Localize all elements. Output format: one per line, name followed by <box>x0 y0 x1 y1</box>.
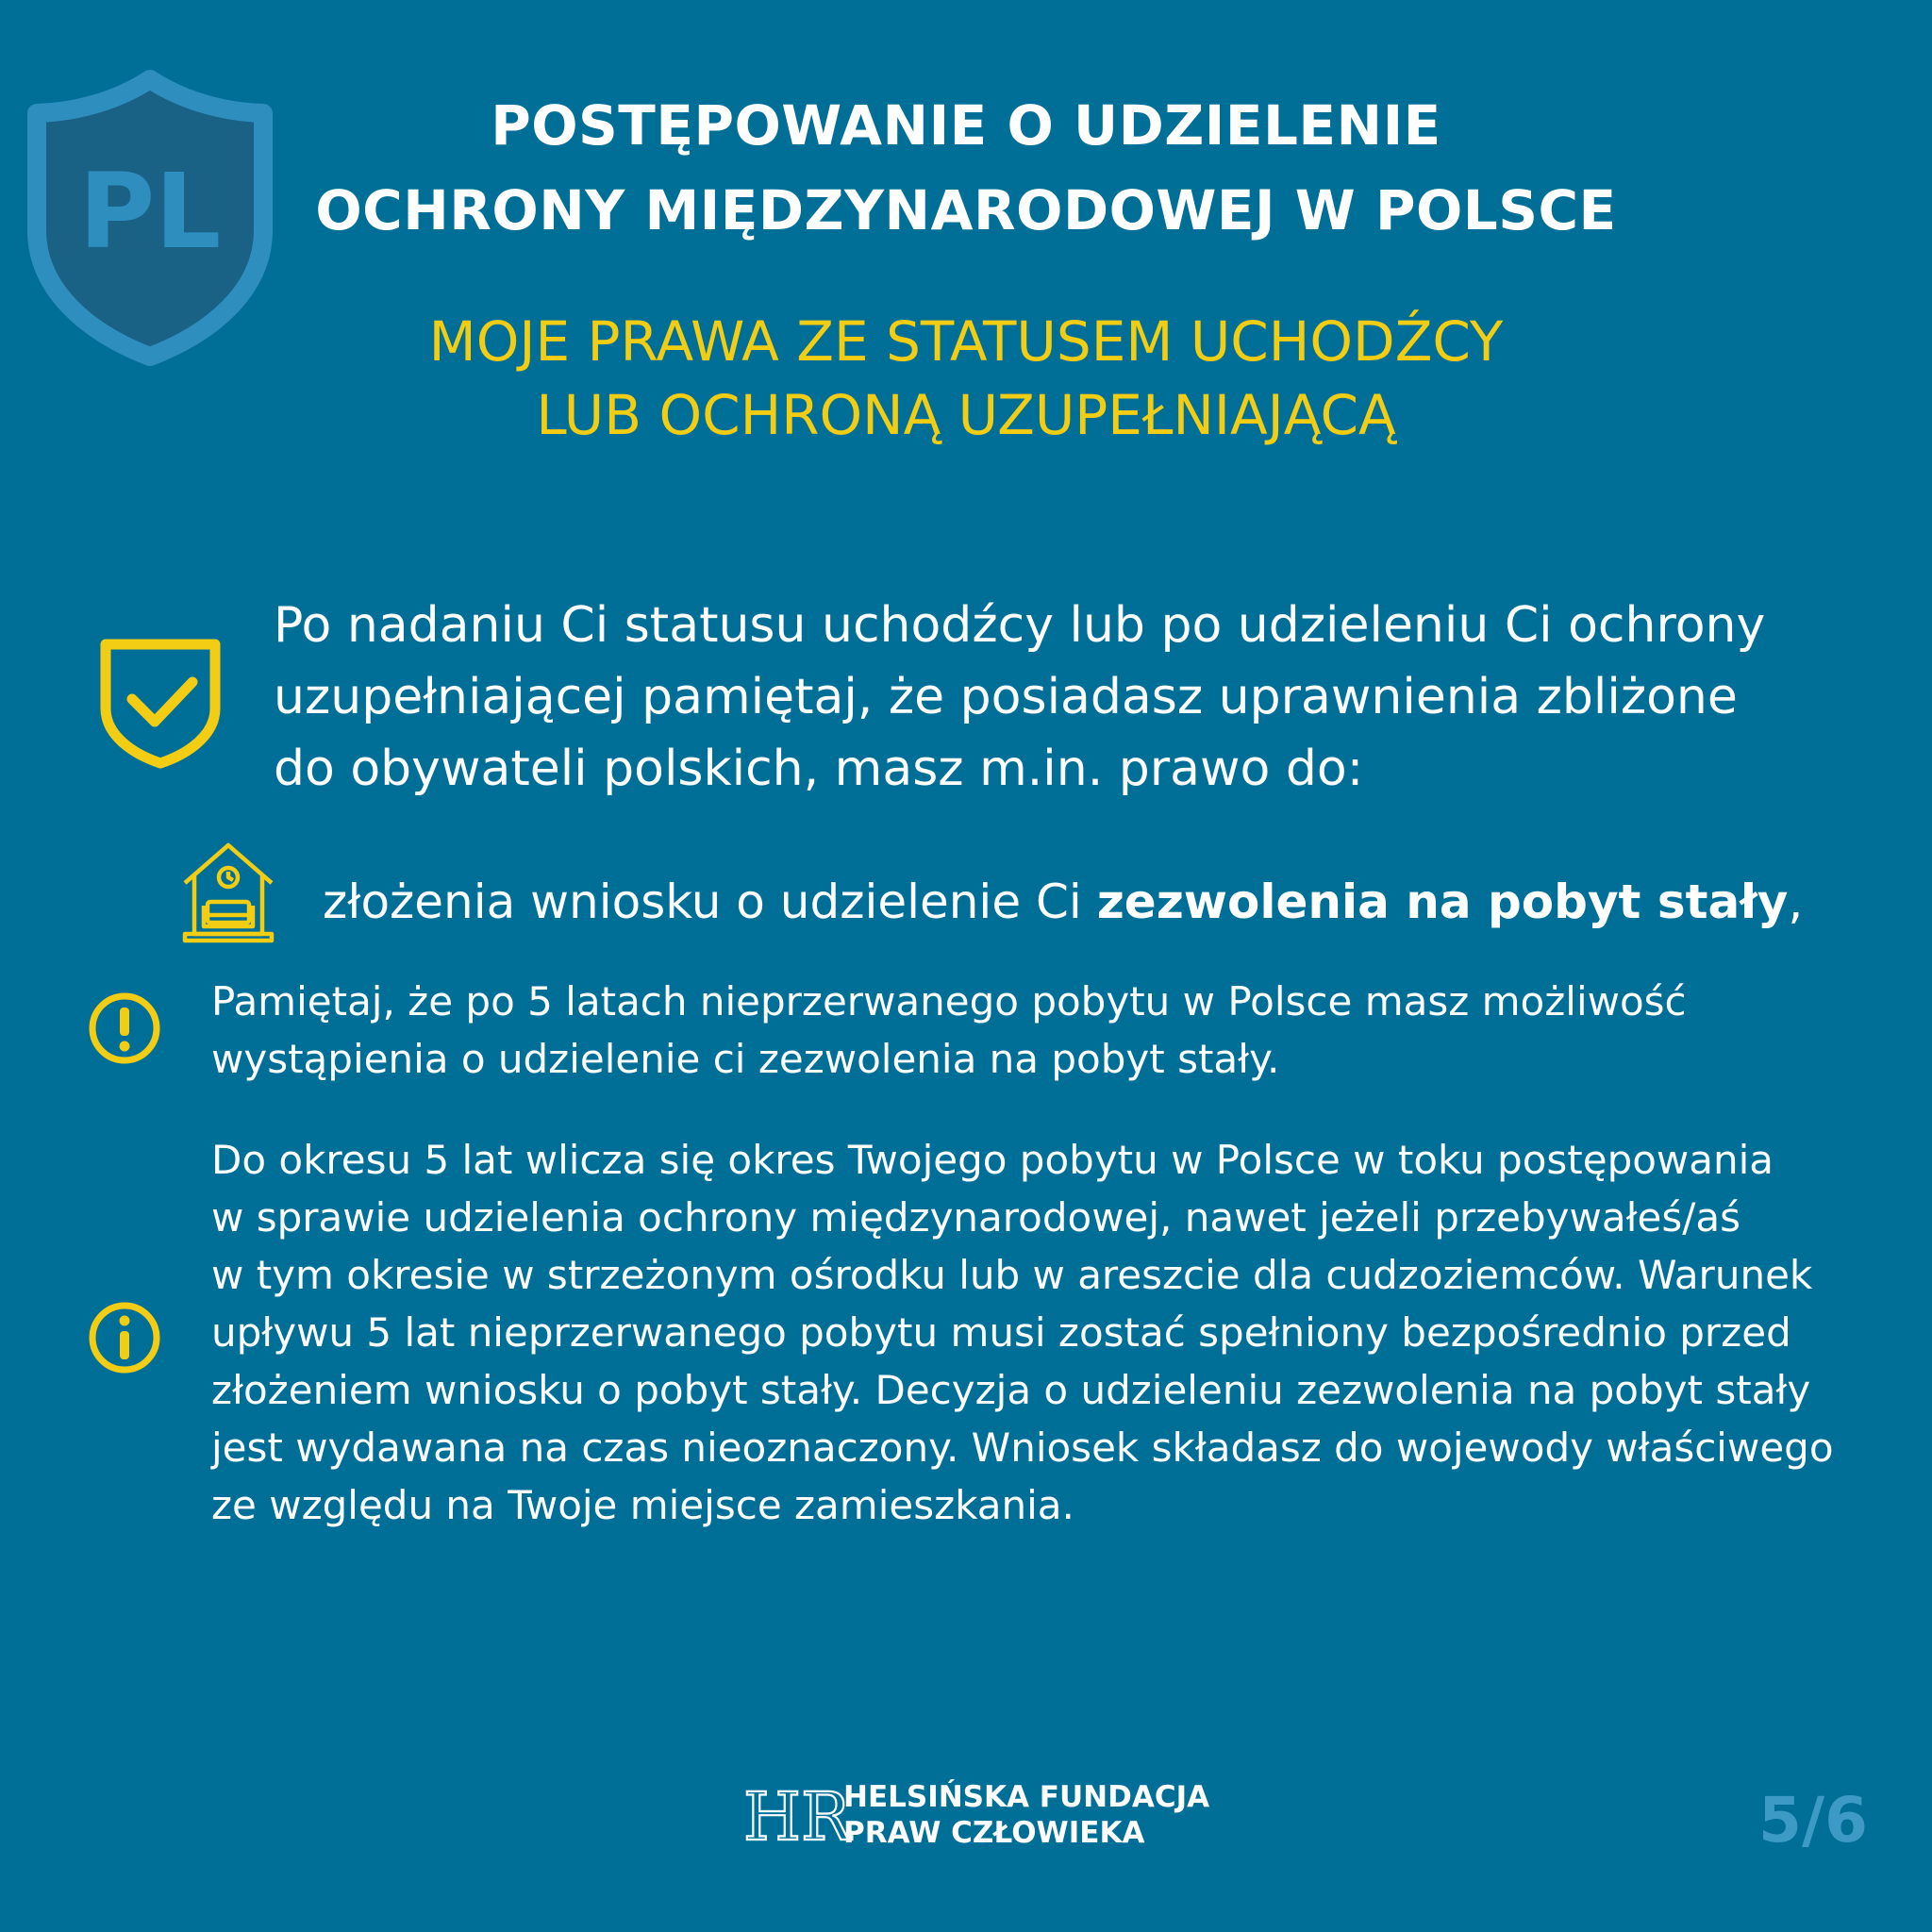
exclamation-circle-icon <box>87 991 162 1066</box>
warning-note <box>211 973 1834 1088</box>
svg-text:HR: HR <box>743 1778 851 1856</box>
info-line: Do okresu 5 lat wlicza się okres Twojego pobytu w Polsce w toku postępowania <box>211 1137 1774 1183</box>
info-line: jest wydawana na czas nieoznaczony. Wniosek składasz do wojewody właściwego <box>211 1424 1834 1471</box>
info-line: w sprawie udzielenia ochrony międzynarodowej, nawet jeżeli przebywałeś/aś <box>211 1194 1741 1241</box>
shield-check-icon <box>98 637 223 769</box>
title-line-1: POSTĘPOWANIE O UDZIELENIE <box>491 93 1441 158</box>
right-item-text-suffix: , <box>1788 874 1804 929</box>
info-circle-icon <box>87 1300 162 1375</box>
hr-logo-mark <box>741 1777 851 1856</box>
info-note <box>211 1131 1857 1534</box>
right-item-text-regular: złożenia wniosku o udzielenie Ci <box>323 874 1097 929</box>
intro-line: do obywateli polskich, masz m.in. prawo do: <box>274 741 1364 797</box>
house-icon <box>179 840 277 943</box>
info-line: ze względu na Twoje miejsce zamieszkania. <box>211 1482 1074 1528</box>
hfpc-logo <box>741 1777 1210 1856</box>
info-line: w tym okresie w strzeżonym ośrodku lub w areszcie dla cudzoziemców. Warunek <box>211 1252 1813 1298</box>
org-name-line-1: HELSIŃSKA FUNDACJA <box>843 1780 1210 1814</box>
title-line-2: OCHRONY MIĘDZYNARODOWEJ W POLSCE <box>315 178 1617 242</box>
info-line: upływu 5 lat nieprzerwanego pobytu musi zostać spełniony bezpośrednio przed <box>211 1309 1791 1356</box>
org-name-line-2: PRAW CZŁOWIEKA <box>843 1816 1145 1850</box>
warning-line: wystąpienia o udzielenie ci zezwolenia na pobyt stały. <box>211 1036 1280 1082</box>
right-item-text <box>323 866 1879 938</box>
page-indicator: 5/6 <box>1758 1784 1868 1857</box>
page-title <box>170 83 1762 253</box>
warning-line: Pamiętaj, że po 5 latach nieprzerwanego pobytu w Polsce masz możliwość <box>211 978 1687 1024</box>
intro-paragraph <box>274 590 1877 805</box>
intro-line: uzupełniającej pamiętaj, że posiadasz uprawnienia zbliżone <box>274 669 1738 725</box>
right-item-text-bold: zezwolenia na pobyt stały <box>1096 874 1789 929</box>
org-name <box>843 1779 1209 1851</box>
info-line: złożeniem wniosku o pobyt stały. Decyzja o udzieleniu zezwolenia na pobyt stały <box>211 1367 1811 1413</box>
subtitle-line-2: LUB OCHRONĄ UZUPEŁNIAJĄCĄ <box>536 383 1396 447</box>
subtitle-line-1: MOJE PRAWA ZE STATUSEM UCHODŹCY <box>428 309 1504 374</box>
page-subtitle <box>170 305 1762 452</box>
shield-logo-text: PL <box>78 151 222 272</box>
intro-line: Po nadaniu Ci statusu uchodźcy lub po udzieleniu Ci ochrony <box>274 597 1766 654</box>
